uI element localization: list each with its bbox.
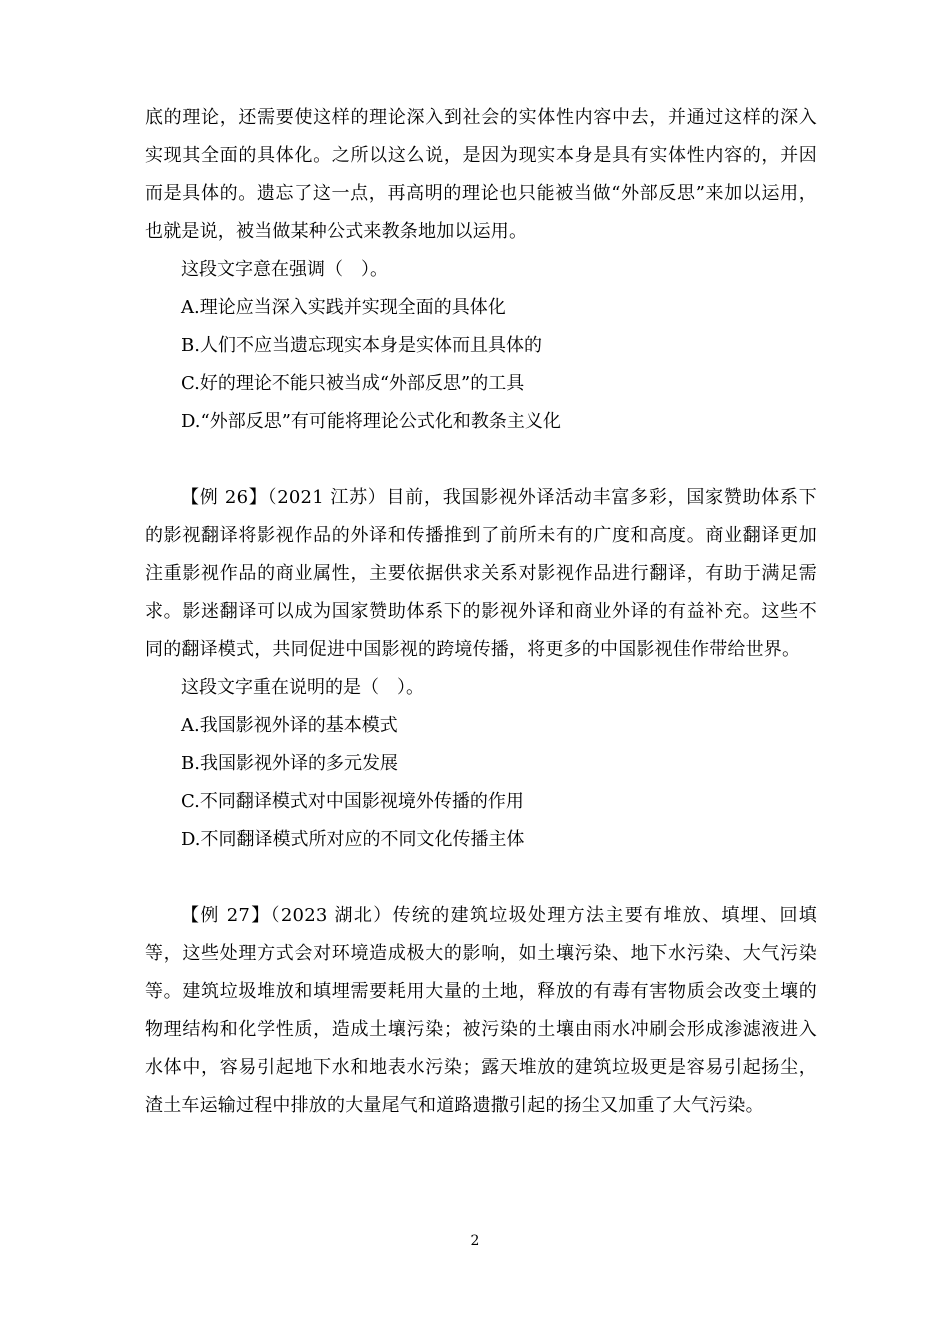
section-spacer (145, 859, 817, 897)
example-27-block (145, 897, 817, 1125)
intro-passage: 底的理论，还需要使这样的理论深入到社会的实体性内容中去，并通过这样的深入实现其全面的具体化。之所以这么说，是因为现实本身是具有实体性内容的，并因而是具体的。遗忘了这一点，再高明的理论也只能被当做“外部反思”来加以运用，也就是说，被当做某种公式来教条地加以运用。 (145, 107, 817, 242)
example-27-passage: 【例 27】（2023 湖北）传统的建筑垃圾处理方法主要有堆放、填埋、回填等，这些处理方式会对环境造成极大的影响，如土壤污染、地下水污染、大气污染等。建筑垃圾堆放和填埋需要耗用大量的土地，释放的有毒有害物质会改变土壤的物理结构和化学性质，造成土壤污染；被污染的土壤由雨水冲刷会形成渗滤液进入水体中，容易引起地下水和地表水污染；露天堆放的建筑垃圾更是容易引起扬尘，渣土车运输过程中排放的大量尾气和道路遗撒引起的扬尘又加重了大气污染。 (145, 905, 817, 1116)
example-26-options-list (145, 707, 817, 859)
intro-option-a: A.理论应当深入实践并实现全面的具体化 (181, 297, 506, 318)
intro-option-b: B.人们不应当遗忘现实本身是实体而且具体的 (181, 335, 542, 356)
intro-option-c: C.好的理论不能只被当成“外部反思”的工具 (181, 373, 525, 394)
example-26-option-d: D.不同翻译模式所对应的不同文化传播主体 (181, 829, 525, 850)
example-26-block (145, 479, 817, 859)
page-content (145, 99, 817, 1125)
intro-options-list (145, 289, 817, 441)
page-number: 2 (470, 1233, 480, 1249)
intro-option-d: D.“外部反思”有可能将理论公式化和教条主义化 (181, 411, 561, 432)
intro-question-block (145, 99, 817, 441)
example-26-passage: 【例 26】（2021 江苏）目前，我国影视外译活动丰富多彩，国家赞助体系下的影视翻译将影视作品的外译和传播推到了前所未有的广度和高度。商业翻译更加注重影视作品的商业属性，主要依据供求关系对影视作品进行翻译，有助于满足需求。影迷翻译可以成为国家赞助体系下的影视外译和商业外译的有益补充。这些不同的翻译模式，共同促进中国影视的跨境传播，将更多的中国影视佳作带给世界。 (145, 487, 817, 660)
example-26-option-c: C.不同翻译模式对中国影视境外传播的作用 (181, 791, 524, 812)
example-26-option-b: B.我国影视外译的多元发展 (181, 753, 398, 774)
intro-question-stem: 这段文字意在强调（ ）。 (181, 259, 388, 280)
section-spacer (145, 441, 817, 479)
example-26-option-a: A.我国影视外译的基本模式 (181, 715, 398, 736)
example-26-question-stem: 这段文字重在说明的是（ ）。 (181, 677, 424, 698)
